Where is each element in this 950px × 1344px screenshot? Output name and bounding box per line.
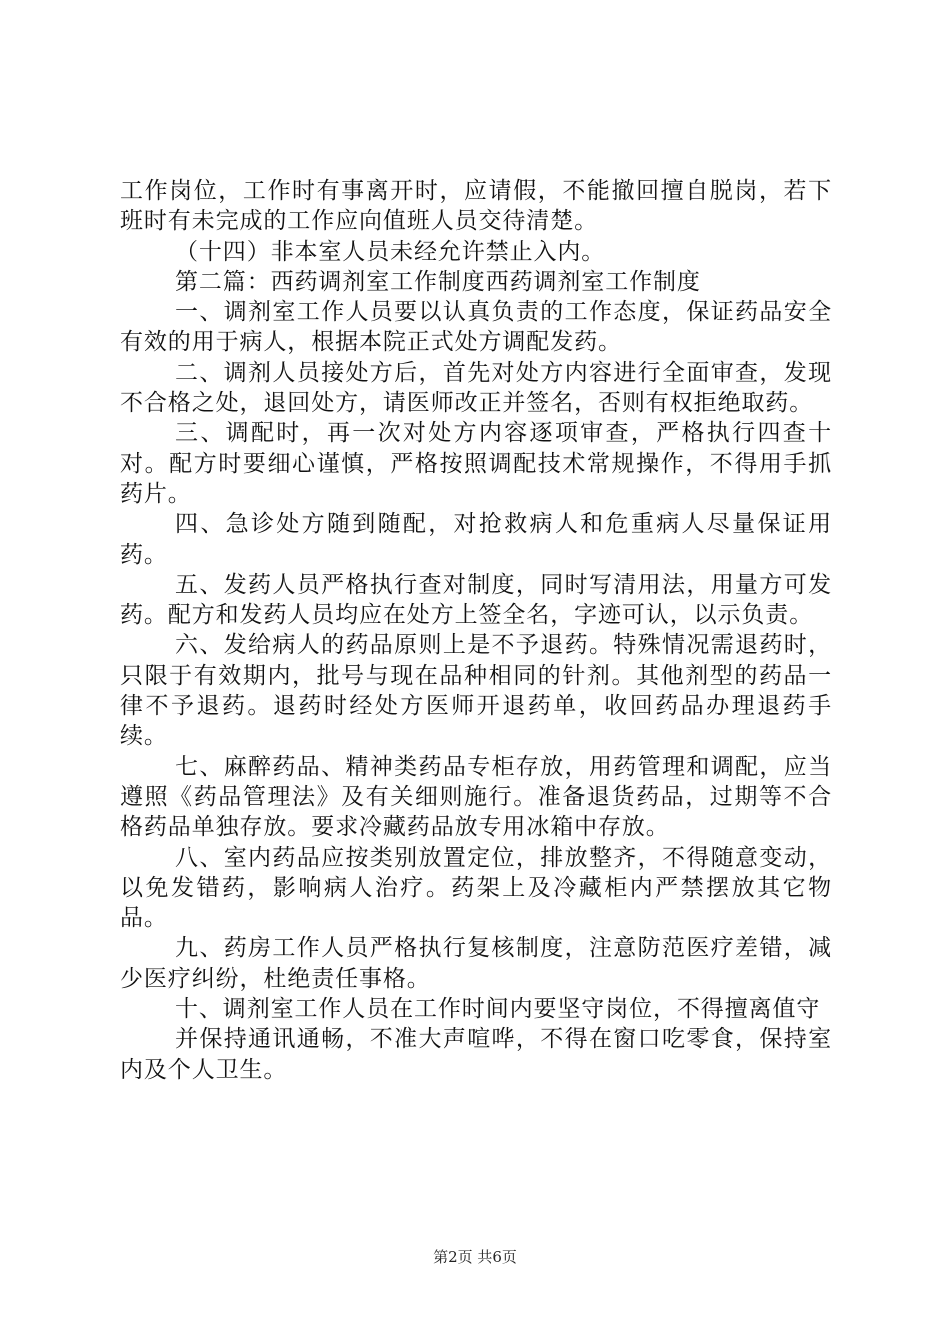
paragraph-rule-1: 一、调剂室工作人员要以认真负责的工作态度，保证药品安全有效的用于病人，根据本院正式处方调配发药。 bbox=[120, 299, 832, 356]
paragraph-1: 工作岗位，工作时有事离开时，应请假，不能撤回擅自脱岗，若下班时有未完成的工作应向值班人员交待清楚。 bbox=[120, 178, 832, 235]
paragraph-rule-6: 六、发给病人的药品原则上是不予退药。特殊情况需退药时，只限于有效期内，批号与现在品种相同的针剂。其他剂型的药品一律不予退药。退药时经处方医师开退药单，收回药品办理退药手续。 bbox=[120, 632, 832, 750]
paragraph-2: （十四）非本室人员未经允许禁止入内。 bbox=[175, 238, 606, 265]
section-title: 第二篇：西药调剂室工作制度西药调剂室工作制度 bbox=[175, 268, 701, 295]
paragraph-rule-8: 八、室内药品应按类别放置定位，排放整齐，不得随意变动，以免发错药，影响病人治疗。药架上及冷藏柜内严禁摆放其它物品。 bbox=[120, 844, 832, 932]
document-body bbox=[120, 176, 832, 1085]
paragraph-rule-7: 七、麻醉药品、精神类药品专柜存放，用药管理和调配，应当遵照《药品管理法》及有关细则施行。准备退货药品，过期等不合格药品单独存放。要求冷藏药品放专用冰箱中存放。 bbox=[120, 753, 832, 841]
paragraph-rule-3: 三、调配时，再一次对处方内容逐项审查，严格执行四查十对。配方时要细心谨慎，严格按照调配技术常规操作，不得用手抓药片。 bbox=[120, 420, 832, 507]
paragraph-rule-10-continued: 并保持通讯通畅，不准大声喧哗，不得在窗口吃零食，保持室内及个人卫生。 bbox=[120, 1026, 832, 1083]
page-number-footer: 第2页 共6页 bbox=[433, 1248, 517, 1266]
paragraph-rule-10: 十、调剂室工作人员在工作时间内要坚守岗位，不得擅离值守 bbox=[175, 996, 821, 1023]
paragraph-rule-5: 五、发药人员严格执行查对制度，同时写清用法，用量方可发药。配方和发药人员均应在处方上签全名，字迹可认，以示负责。 bbox=[120, 571, 832, 629]
paragraph-rule-2: 二、调剂人员接处方后，首先对处方内容进行全面审查，发现不合格之处，退回处方，请医师改正并签名，否则有权拒绝取药。 bbox=[120, 359, 832, 417]
paragraph-rule-9: 九、药房工作人员严格执行复核制度，注意防范医疗差错，减少医疗纠纷，杜绝责任事格。 bbox=[120, 935, 832, 992]
paragraph-rule-4: 四、急诊处方随到随配，对抢救病人和危重病人尽量保证用药。 bbox=[120, 511, 832, 568]
